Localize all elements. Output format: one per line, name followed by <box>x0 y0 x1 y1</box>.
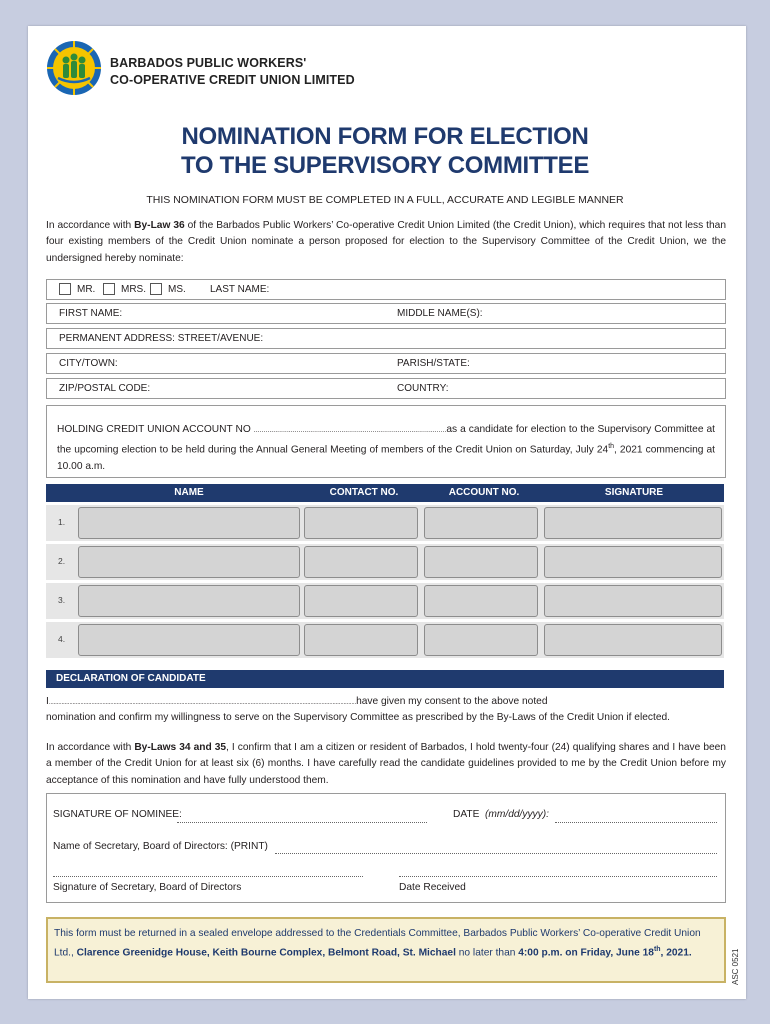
zip-row[interactable] <box>46 378 726 399</box>
zip-label: ZIP/POSTAL CODE: <box>59 383 151 394</box>
decl2-bylaws: By-Laws 34 and 35 <box>134 742 227 753</box>
holding-text-2: as a candidate for election to the Supervisory Committee at the upcoming election to be held during the Annual General Meeting of members of the Credit Union on Saturday, July 24 <box>57 424 715 456</box>
ms-checkbox[interactable] <box>150 283 162 295</box>
mrs-label: MRS. <box>121 284 146 295</box>
return-instructions-text <box>54 926 718 962</box>
middle-names-label: MIDDLE NAME(S): <box>397 308 483 319</box>
holding-account-box <box>46 405 726 478</box>
date-received-label: Date Received <box>399 882 466 893</box>
city-label: CITY/TOWN: <box>59 358 118 369</box>
table-row <box>46 622 724 658</box>
mr-checkbox[interactable] <box>59 283 71 295</box>
intro-paragraph <box>46 218 726 267</box>
table-row <box>46 583 724 619</box>
nominators-table-header <box>46 484 724 502</box>
first-name-label: FIRST NAME: <box>59 308 123 319</box>
country-label: COUNTRY: <box>397 383 449 394</box>
declaration-paragraph-2 <box>46 740 726 789</box>
decl-prefix: I <box>46 696 49 707</box>
form-code: ASC 0521 <box>731 948 740 985</box>
secretary-signature-line[interactable] <box>53 876 363 877</box>
page-title <box>0 122 770 180</box>
date-received-line[interactable] <box>399 876 717 877</box>
mrs-checkbox[interactable] <box>103 283 115 295</box>
row-number: 1. <box>58 517 66 527</box>
form-instructions: THIS NOMINATION FORM MUST BE COMPLETED IN A FULL, ACCURATE AND LEGIBLE MANNER <box>146 194 624 206</box>
name-cell[interactable] <box>78 585 300 617</box>
holding-account-text <box>57 422 715 476</box>
note-text-1: This form must be returned in a sealed envelope addressed to the Credentials Committee, Barbados Public Workers’ Co-operative Credit Union Ltd., <box>54 928 701 959</box>
title-line-2: TO THE SUPERVISORY COMMITTEE <box>180 152 590 179</box>
note-year: , 2021. <box>660 947 692 959</box>
declaration-heading <box>46 670 724 688</box>
row-number: 3. <box>58 595 66 605</box>
signature-cell[interactable] <box>544 507 722 539</box>
intro-bylaw: By-Law 36 <box>134 220 185 231</box>
ms-label: MS. <box>168 284 186 295</box>
organization-name <box>110 55 355 89</box>
signature-cell[interactable] <box>544 624 722 656</box>
date-format-label: (mm/dd/yyyy): <box>485 809 549 820</box>
note-deadline: 4:00 p.m. on Friday, June 18 <box>518 947 654 959</box>
name-cell[interactable] <box>78 624 300 656</box>
candidate-name-field[interactable]: ................................................................................................................................................................................................... <box>48 699 357 706</box>
signature-box <box>46 793 726 903</box>
contact-cell[interactable] <box>304 585 418 617</box>
decl2-text-1: In accordance with <box>46 742 135 753</box>
contact-cell[interactable] <box>304 507 418 539</box>
signature-cell[interactable] <box>544 546 722 578</box>
date-line[interactable] <box>555 822 717 823</box>
credit-union-logo-icon <box>46 40 102 96</box>
last-name-label: LAST NAME: <box>210 284 270 295</box>
declaration-line-2: nomination and confirm my willingness to serve on the Supervisory Committee as prescribed by the By-Laws of the Credit Union if elected. <box>46 712 670 723</box>
table-row <box>46 505 724 541</box>
signature-cell[interactable] <box>544 585 722 617</box>
address-label: PERMANENT ADDRESS: STREET/AVENUE: <box>59 333 264 344</box>
col-header-contact: CONTACT NO. <box>329 487 399 498</box>
secretary-name-label: Name of Secretary, Board of Directors: (PRINT) <box>53 841 268 852</box>
holding-sup: th <box>608 443 615 451</box>
col-header-name: NAME <box>174 487 204 498</box>
account-number-field[interactable]: ................................................................................................... <box>253 427 447 434</box>
nominee-signature-line[interactable] <box>177 822 427 823</box>
secretary-signature-label: Signature of Secretary, Board of Directors <box>53 882 242 893</box>
nominee-signature-label: SIGNATURE OF NOMINEE: <box>53 809 182 820</box>
intro-text-1: In accordance with <box>46 220 135 231</box>
decl-suffix: have given my consent to the above noted <box>356 696 548 707</box>
org-line-1: BARBADOS PUBLIC WORKERS' <box>110 56 307 70</box>
title-line-1: NOMINATION FORM FOR ELECTION <box>181 123 589 150</box>
mr-label: MR. <box>77 284 96 295</box>
declaration-heading-text: DECLARATION OF CANDIDATE <box>56 673 206 684</box>
name-cell[interactable] <box>78 546 300 578</box>
table-row <box>46 544 724 580</box>
account-cell[interactable] <box>424 585 538 617</box>
secretary-name-line[interactable] <box>275 853 717 854</box>
note-sup: th <box>653 946 661 954</box>
note-address: Clarence Greenidge House, Keith Bourne Complex, Belmont Road, St. Michael <box>76 947 456 959</box>
title-lastname-row <box>46 279 726 300</box>
name-cell[interactable] <box>78 507 300 539</box>
declaration-line-1 <box>46 694 726 711</box>
address-row[interactable] <box>46 328 726 349</box>
contact-cell[interactable] <box>304 624 418 656</box>
decl2-text-2: , I confirm that I am a citizen or resident of Barbados, I hold twenty-four (24) qualifying shares and I have been a member of the Credit Union for at least six (6) months. I have carefully read the candidate guidelines provided to me by the Credit Union before my acceptance of this nomination and have fully understood them. <box>46 742 726 786</box>
account-cell[interactable] <box>424 624 538 656</box>
contact-cell[interactable] <box>304 546 418 578</box>
holding-text-3: , 2021 commencing at 10.00 a.m. <box>57 444 715 473</box>
intro-text-2: of the Barbados Public Workers’ Co-operative Credit Union Limited (the Credit Union), which requires that not less than four existing members of the Credit Union nominate a person proposed for election to the Supervisory Committee of the Credit Union, we the undersigned hereby nominate: <box>46 220 727 264</box>
org-line-2: CO-OPERATIVE CREDIT UNION LIMITED <box>110 73 355 87</box>
parish-label: PARISH/STATE: <box>397 358 470 369</box>
first-name-row[interactable] <box>46 303 726 324</box>
col-header-signature: SIGNATURE <box>604 487 664 498</box>
row-number: 2. <box>58 556 66 566</box>
return-instructions-note <box>46 917 726 983</box>
date-label: DATE <box>453 809 480 820</box>
col-header-account: ACCOUNT NO. <box>448 487 520 498</box>
city-row[interactable] <box>46 353 726 374</box>
note-text-2: no later than <box>455 947 519 959</box>
row-number: 4. <box>58 634 66 644</box>
account-cell[interactable] <box>424 507 538 539</box>
account-cell[interactable] <box>424 546 538 578</box>
holding-text-1: HOLDING CREDIT UNION ACCOUNT NO <box>57 424 254 435</box>
